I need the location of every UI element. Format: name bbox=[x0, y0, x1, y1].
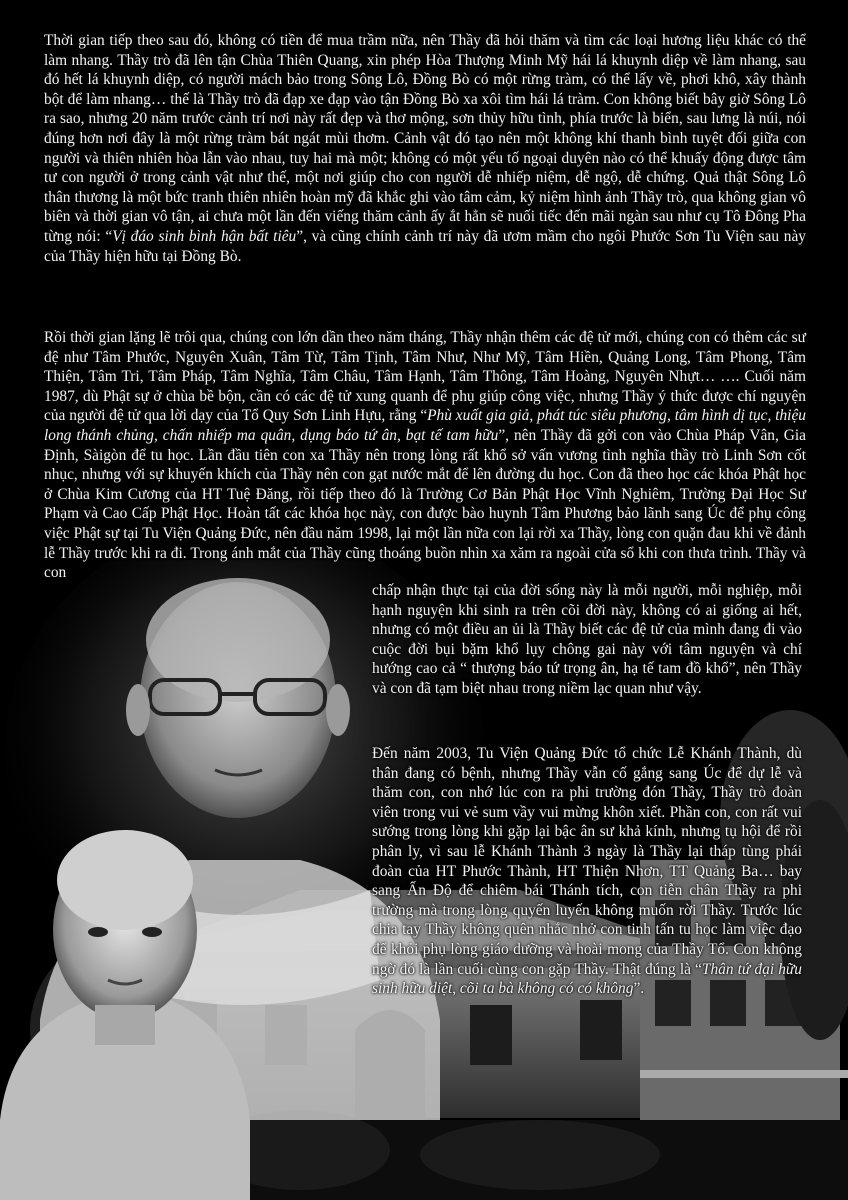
paragraph-3-quote: Thân tứ đại hữu sinh hữu diệt, cõi ta bà không có có không bbox=[372, 960, 802, 998]
paragraph-2-continued-text: chấp nhận thực tại của đời sống này là mỗi người, mỗi nghiệp, mỗi hạnh nguyện khi sinh ra trên cõi đời này, không có ai giống ai hết, nhưng có một điều an ủi là Thầy biết các đệ tử của mình đang đi vào cuộc đời bụi bặm khổ lụy chông gai này với tâm nguyện và chí hướng cao cả “ thượng báo tứ trọng ân, hạ tế tam đồ khổ”, nên Thầy và con đã tạm biệt nhau trong niềm lạc quan như vậy. bbox=[372, 582, 802, 697]
paragraph-1-quote: Vị đáo sinh bình hận bất tiêu bbox=[112, 227, 297, 245]
paragraph-1-text-end: ”, và cũng chính cảnh trí này đã ươm mầm cho ngôi Phước Sơn Tu Viện sau này của Thầy hiện hữu tại Đồng Bò. bbox=[44, 227, 807, 265]
paragraph-2-continued bbox=[372, 581, 802, 699]
paragraph-3 bbox=[372, 744, 802, 999]
paragraph-2 bbox=[44, 328, 806, 583]
paragraph-2-text-end: ”, nên Thầy đã gởi con vào Chùa Pháp Vân, Gia Định, Sàigòn để tu học. Lần đầu tiên con xa Thầy nên trong lòng rất khổ sở vấn vương tình nghĩa thầy trò Linh Sơn cốt nhục, nhưng với sự khuyến khích của Thầy nên con gạt nước mắt để lên đường du học. Con đã theo học các khóa Phật học ở Chùa Kim Cương của HT Tuệ Đăng, rồi tiếp theo đó là Trường Cơ Bản Phật Học Vĩnh Nghiêm, Trường Đại Học Sư Phạm và Cao Cấp Phật Học. Hoàn tất các khóa học này, con được bào huynh Tâm Phương bảo lãnh sang Úc để phụ công việc Phật sự tại Tu Viện Quảng Đức, nên đầu năm 1998, lại một lần nữa con lại rời xa Thầy, lòng con quặn đau khi về đảnh lễ Thầy trước khi ra đi. Trong ánh mắt của Thầy cũng thoáng buồn nhìn xa xăm ra ngoài cửa sổ khi con thưa trình. Thầy và con bbox=[44, 426, 806, 582]
paragraph-3-text: Đến năm 2003, Tu Viện Quảng Đức tổ chức Lễ Khánh Thành, dù thân đang có bệnh, nhưng Thầy vẫn cố gắng sang Úc để dự lễ và thăm con, con nhớ lúc con ra phi trường đón Thầy, Thầy trò đoàn viên trong vui vẻ sum vầy vui mừng khôn xiết. Phần con, con rất vui sướng trong lòng khi gặp lại bậc ân sư khả kính, nhưng tụ hội để rồi phân ly, vì sau lễ Khánh Thành 3 ngày là Thầy lại tháp tùng phái đoàn của HT Phước Thành, HT Thiện Nhơn, TT Quảng Ba… bay sang Ấn Độ để chiêm bái Thánh tích, con tiễn chân Thầy ra phi trường mà trong lòng quyến luyến không muốn rời Thầy. Trước lúc chia tay Thầy không quên nhắc nhở con tinh tấn tu học làm việc đạo để khỏi phụ lòng giáo dưỡng và hoài mong của Thầy Tổ. Con không ngờ đó là lần cuối cùng con gặp Thầy. Thật đúng là “ bbox=[372, 745, 802, 978]
paragraph-3-text-end: ”. bbox=[633, 980, 645, 998]
paragraph-1 bbox=[44, 31, 806, 266]
paragraph-2-quote: Phù xuất gia giả, phát túc siêu phương, tâm hình dị tục, thiệu long thánh chủng, chấn nhiếp ma quân, dụng báo tứ ân, bạt tế tam hữu bbox=[44, 407, 806, 444]
paragraph-2-text: Rồi thời gian lặng lẽ trôi qua, chúng con lớn dần theo năm tháng, Thầy nhận thêm các đệ tử mới, chúng con có thêm các sư đệ như Tâm Phước, Nguyên Xuân, Tâm Từ, Tâm Tịnh, Tâm Như, Như Mỹ, Tâm Hiền, Quảng Long, Tâm Phong, Tâm Thiện, Tâm Tri, Tâm Pháp, Tâm Nghĩa, Tâm Châu, Tâm Hạnh, Tâm Thông, Tâm Hoàng, Nguyên Nhựt… …. Cuối năm 1987, dù Phật sự ở chùa bề bộn, cần có các đệ tử xung quanh để phụ giúp công việc, nhưng Thầy ý thức được chí nguyện của người đệ tử qua lời dạy của Tổ Quy Sơn Linh Hựu, rằng “ bbox=[44, 329, 806, 425]
paragraph-1-text: Thời gian tiếp theo sau đó, không có tiền để mua trầm nữa, nên Thầy đã hỏi thăm và tìm các loại hương liệu khác có thể làm nhang. Thầy trò đã lên tận Chùa Thiên Quang, xin phép Hòa Thượng Minh Mỹ hái lá khuynh diệp về làm nhang, sau đó hết lá khuynh diệp, có người mách bảo trong Sông Lô, Đồng Bò có một rừng tràm, có thể lấy về, phơi khô, xây thành bột để làm nhang… thế là Thầy trò đã đạp xe đạp vào tận Đồng Bò xa xôi tìm hái lá tràm. Con không biết bây giờ Sông Lô ra sao, nhưng 20 năm trước cảnh trí nơi này rất đẹp và thơ mộng, sơn thủy hữu tình, phía trước là biển, sau lưng là núi, nói đúng hơn nơi đây là một rừng tràm bát ngát mùi thơm. Cảnh vật đó tạo nên một không khí thanh bình tuyệt đối giữa con người và thiên nhiên hòa lẫn vào nhau, tuy hai mà một; không có một yếu tố ngoại duyên nào có thể khuấy động được tâm tư con người ở trong cảnh vật như thế, một nơi giúp cho con người dễ nhiếp niệm, dễ ngộ, dễ chứng. Quả thật Sông Lô thân thương là một bức tranh thiên nhiên hoàn mỹ đã khắc ghi vào tâm cảm, kỷ niệm hình ảnh Thầy trò, qua không gian vô biên và thời gian vô tận, ai chưa một lần đến viếng thăm cảnh ấy ắt hẳn sẽ nuối tiếc đến mãi ngàn sau như cụ Tô Đông Pha từng nói: “ bbox=[44, 32, 806, 245]
